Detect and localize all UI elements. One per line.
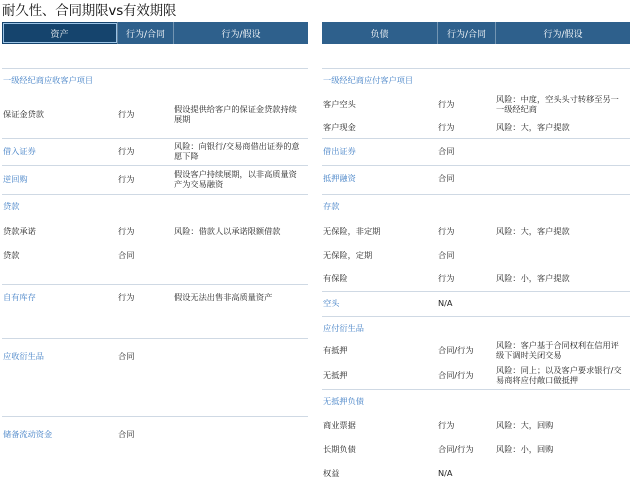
row-item-label: 借入证券 bbox=[3, 146, 36, 156]
row-assumption: 风险：大，回购 bbox=[496, 420, 554, 430]
header-behavior-assumption[interactable]: 行为/假设 bbox=[543, 29, 583, 40]
table-row bbox=[2, 220, 308, 242]
row-type: 合同 bbox=[438, 250, 455, 260]
assets-table bbox=[2, 22, 308, 439]
table-row bbox=[322, 92, 630, 116]
section-row bbox=[2, 68, 308, 91]
row-type: N/A bbox=[438, 468, 453, 478]
row-type: 合同/行为 bbox=[438, 444, 474, 454]
row-type: 行为 bbox=[438, 99, 455, 109]
row-item-label: 存款 bbox=[323, 201, 340, 211]
row-type: 合同 bbox=[118, 250, 135, 260]
row-type: 行为 bbox=[438, 420, 455, 430]
section-row bbox=[2, 194, 308, 217]
section-row bbox=[322, 165, 630, 190]
row-type: 行为 bbox=[118, 292, 135, 302]
row-item-label: 商业票据 bbox=[323, 420, 356, 430]
row-item-label: 贷款 bbox=[3, 250, 20, 260]
row-item-label: 无保险，定期 bbox=[323, 250, 373, 260]
section-row bbox=[322, 138, 630, 163]
row-item-label: 客户空头 bbox=[323, 99, 356, 109]
assets-table-header bbox=[2, 22, 308, 44]
header-assets[interactable]: 资产 bbox=[2, 22, 118, 44]
row-item-label: 逆回购 bbox=[3, 174, 28, 184]
row-item-label: 有保险 bbox=[323, 273, 348, 283]
row-assumption: 风险：中度，空头头寸转移至另一一级经纪商 bbox=[496, 94, 619, 114]
row-item-label: 权益 bbox=[323, 468, 340, 478]
table-row bbox=[2, 244, 308, 266]
row-item-label: 无保险，非定期 bbox=[323, 226, 381, 236]
row-assumption: 假设无法出售非高质量资产 bbox=[174, 292, 273, 302]
section-row bbox=[322, 316, 630, 339]
table-row bbox=[322, 338, 630, 362]
row-item-label: 一级经纪商应收客户项目 bbox=[3, 75, 94, 85]
row-item-label: 储备流动资金 bbox=[3, 429, 53, 439]
table-row bbox=[322, 414, 630, 436]
table-row bbox=[322, 116, 630, 138]
row-type: 合同 bbox=[438, 173, 455, 183]
row-assumption: 假设提供给客户的保证金贷款持续展期 bbox=[174, 104, 297, 124]
table-row bbox=[322, 363, 630, 387]
section-row bbox=[2, 138, 308, 163]
row-item-label: 长期负债 bbox=[323, 444, 356, 454]
row-item-label: 借出证券 bbox=[323, 146, 356, 156]
row-type: 行为 bbox=[118, 226, 135, 236]
row-type: 合同 bbox=[438, 146, 455, 156]
row-assumption: 风险：大，客户提款 bbox=[496, 226, 570, 236]
table-row bbox=[322, 267, 630, 289]
row-type: N/A bbox=[438, 298, 453, 308]
row-item-label: 应收衍生品 bbox=[3, 351, 44, 361]
header-behavior-contract[interactable]: 行为/合同 bbox=[118, 22, 174, 44]
row-assumption: 风险：客户基于合同权利在信用评级下调时关闭交易 bbox=[496, 340, 619, 360]
header-behavior-assumption[interactable]: 行为/假设 bbox=[221, 29, 261, 40]
row-type: 行为 bbox=[438, 273, 455, 283]
table-row bbox=[2, 92, 308, 136]
table-row bbox=[322, 220, 630, 242]
liabilities-table bbox=[322, 22, 630, 478]
row-assumption: 风险：小，回购 bbox=[496, 444, 554, 454]
table-row bbox=[322, 244, 630, 266]
section-row bbox=[2, 165, 308, 192]
row-assumption: 风险：向银行/交易商借出证券的意愿下降 bbox=[174, 141, 300, 161]
liabilities-table-header bbox=[322, 22, 630, 44]
row-assumption: 风险：同上；以及客户要求银行/交易商将应付敞口做抵押 bbox=[496, 365, 622, 385]
row-item-label: 抵押融资 bbox=[323, 173, 356, 183]
row-item-label: 一级经纪商应付客户项目 bbox=[323, 75, 414, 85]
row-assumption: 假设客户持续展期，以非高质量资产为交易融资 bbox=[174, 169, 297, 189]
row-item-label: 贷款承诺 bbox=[3, 226, 36, 236]
row-type: 合同 bbox=[118, 351, 135, 361]
table-row bbox=[322, 438, 630, 460]
row-item-label: 无抵押 bbox=[323, 370, 348, 380]
row-item-label: 自有库存 bbox=[3, 292, 36, 302]
row-type: 合同/行为 bbox=[438, 370, 474, 380]
row-assumption: 风险：借款人以承诺限额借款 bbox=[174, 226, 281, 236]
table-row bbox=[322, 462, 630, 484]
section-row bbox=[2, 338, 308, 373]
row-type: 行为 bbox=[118, 174, 135, 184]
row-item-label: 无抵押负债 bbox=[323, 396, 364, 406]
section-row bbox=[2, 416, 308, 451]
row-item-label: 空头 bbox=[323, 298, 340, 308]
row-assumption: 风险：大，客户提款 bbox=[496, 122, 570, 132]
section-row bbox=[322, 68, 630, 91]
section-row bbox=[322, 291, 630, 314]
row-item-label: 应付衍生品 bbox=[323, 323, 364, 333]
row-type: 行为 bbox=[438, 122, 455, 132]
header-liabilities[interactable]: 负债 bbox=[322, 22, 438, 44]
row-type: 行为 bbox=[118, 109, 135, 119]
header-behavior-contract[interactable]: 行为/合同 bbox=[438, 22, 496, 44]
section-row bbox=[2, 284, 308, 309]
section-row bbox=[322, 389, 630, 412]
row-item-label: 有抵押 bbox=[323, 345, 348, 355]
section-row bbox=[322, 194, 630, 217]
page-title: 耐久性、合同期限vs有效期限 bbox=[2, 3, 177, 19]
row-assumption: 风险：小，客户提款 bbox=[496, 273, 570, 283]
row-item-label: 客户现金 bbox=[323, 122, 356, 132]
row-type: 行为 bbox=[118, 146, 135, 156]
row-type: 合同 bbox=[118, 429, 135, 439]
row-item-label: 保证金贷款 bbox=[3, 109, 44, 119]
row-type: 行为 bbox=[438, 226, 455, 236]
row-item-label: 贷款 bbox=[3, 201, 20, 211]
row-type: 合同/行为 bbox=[438, 345, 474, 355]
